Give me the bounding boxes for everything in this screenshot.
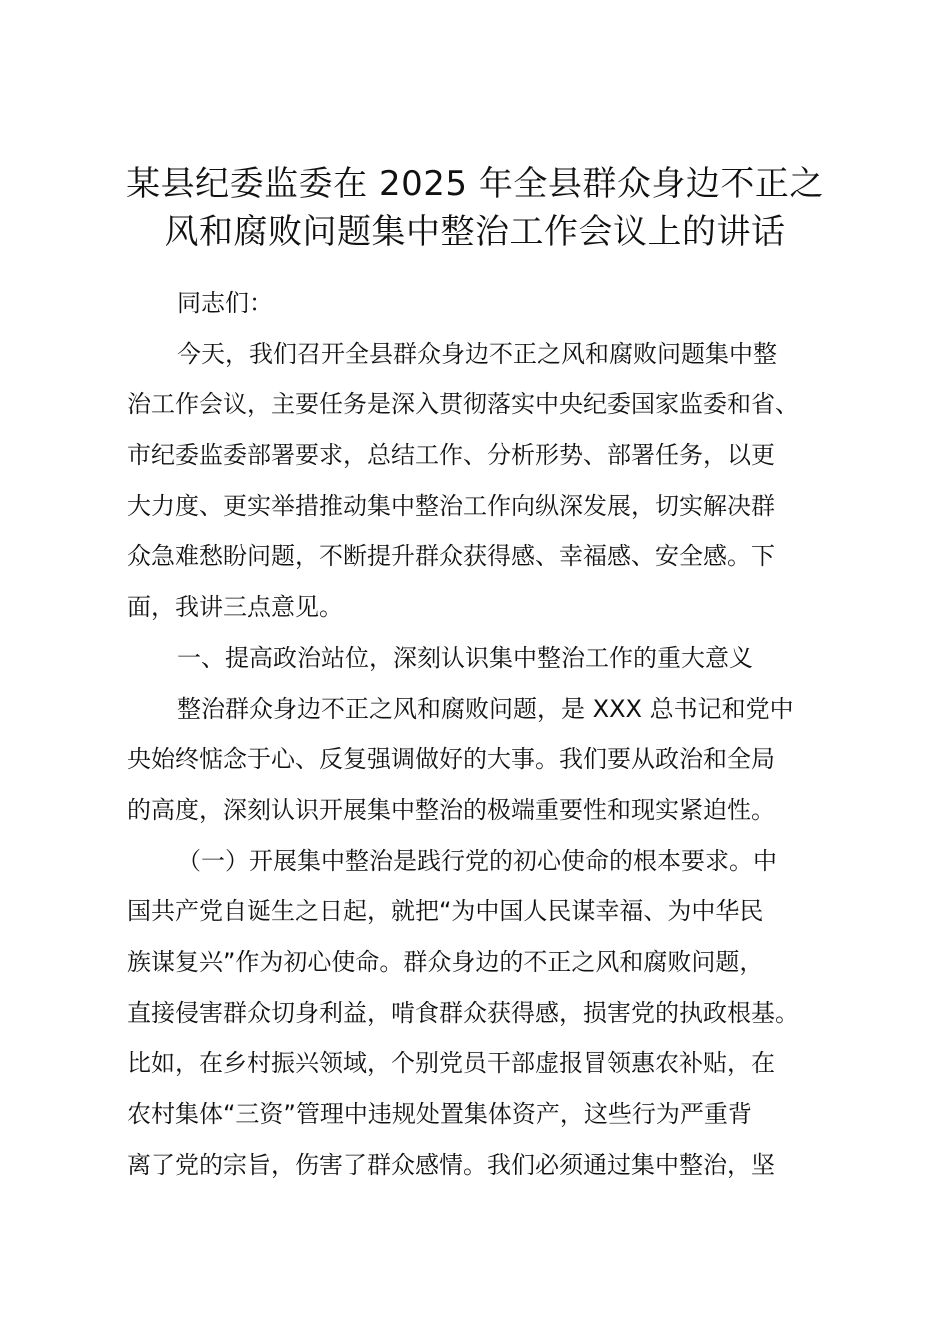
paragraph-line: 今天，我们召开全县群众身边不正之风和腐败问题集中整 bbox=[177, 339, 777, 368]
paragraph-line: 市纪委监委部署要求，总结工作、分析形势、部署任务，以更 bbox=[127, 441, 775, 470]
subsection-paragraph-line: （一）开展集中整治是践行党的初心使命的根本要求。中 bbox=[177, 846, 777, 875]
paragraph-line: 离了党的宗旨，伤害了群众感情。我们必须通过集中整治，坚 bbox=[127, 1150, 775, 1179]
paragraph-line: 大力度、更实举措推动集中整治工作向纵深发展，切实解决群 bbox=[127, 491, 775, 520]
paragraph-line: 整治群众身边不正之风和腐败问题，是 XXX 总书记和党中 bbox=[177, 694, 794, 723]
paragraph-line: 央始终惦念于心、反复强调做好的大事。我们要从政治和全局 bbox=[127, 745, 775, 774]
paragraph-line: 的高度，深刻认识开展集中整治的极端重要性和现实紧迫性。 bbox=[127, 795, 775, 824]
document-body bbox=[127, 278, 852, 1190]
salutation: 同志们： bbox=[177, 289, 273, 317]
paragraph-line: 族谋复兴”作为初心使命。群众身边的不正之风和腐败问题， bbox=[127, 947, 764, 976]
paragraph-line: 直接侵害群众切身利益，啃食群众获得感，损害党的执政根基。 bbox=[127, 998, 799, 1027]
document-title-line-2: 风和腐败问题集中整治工作会议上的讲话 bbox=[164, 212, 786, 252]
paragraph-line: 面，我讲三点意见。 bbox=[127, 593, 343, 622]
paragraph-line: 比如，在乡村振兴领域，个别党员干部虚报冒领惠农补贴，在 bbox=[127, 1049, 775, 1078]
document-title-line-1: 某县纪委监委在 2025 年全县群众身边不正之 bbox=[126, 164, 824, 204]
paragraph-line: 农村集体“三资”管理中违规处置集体资产，这些行为严重背 bbox=[127, 1100, 752, 1128]
section-heading: 一、提高政治站位，深刻认识集中整治工作的重大意义 bbox=[177, 643, 753, 672]
paragraph-line: 众急难愁盼问题，不断提升群众获得感、幸福感、安全感。下 bbox=[127, 542, 775, 571]
paragraph-line: 国共产党自诞生之日起，就把“为中国人民谋幸福、为中华民 bbox=[127, 897, 764, 926]
paragraph-line: 治工作会议，主要任务是深入贯彻落实中央纪委国家监委和省、 bbox=[127, 390, 799, 419]
